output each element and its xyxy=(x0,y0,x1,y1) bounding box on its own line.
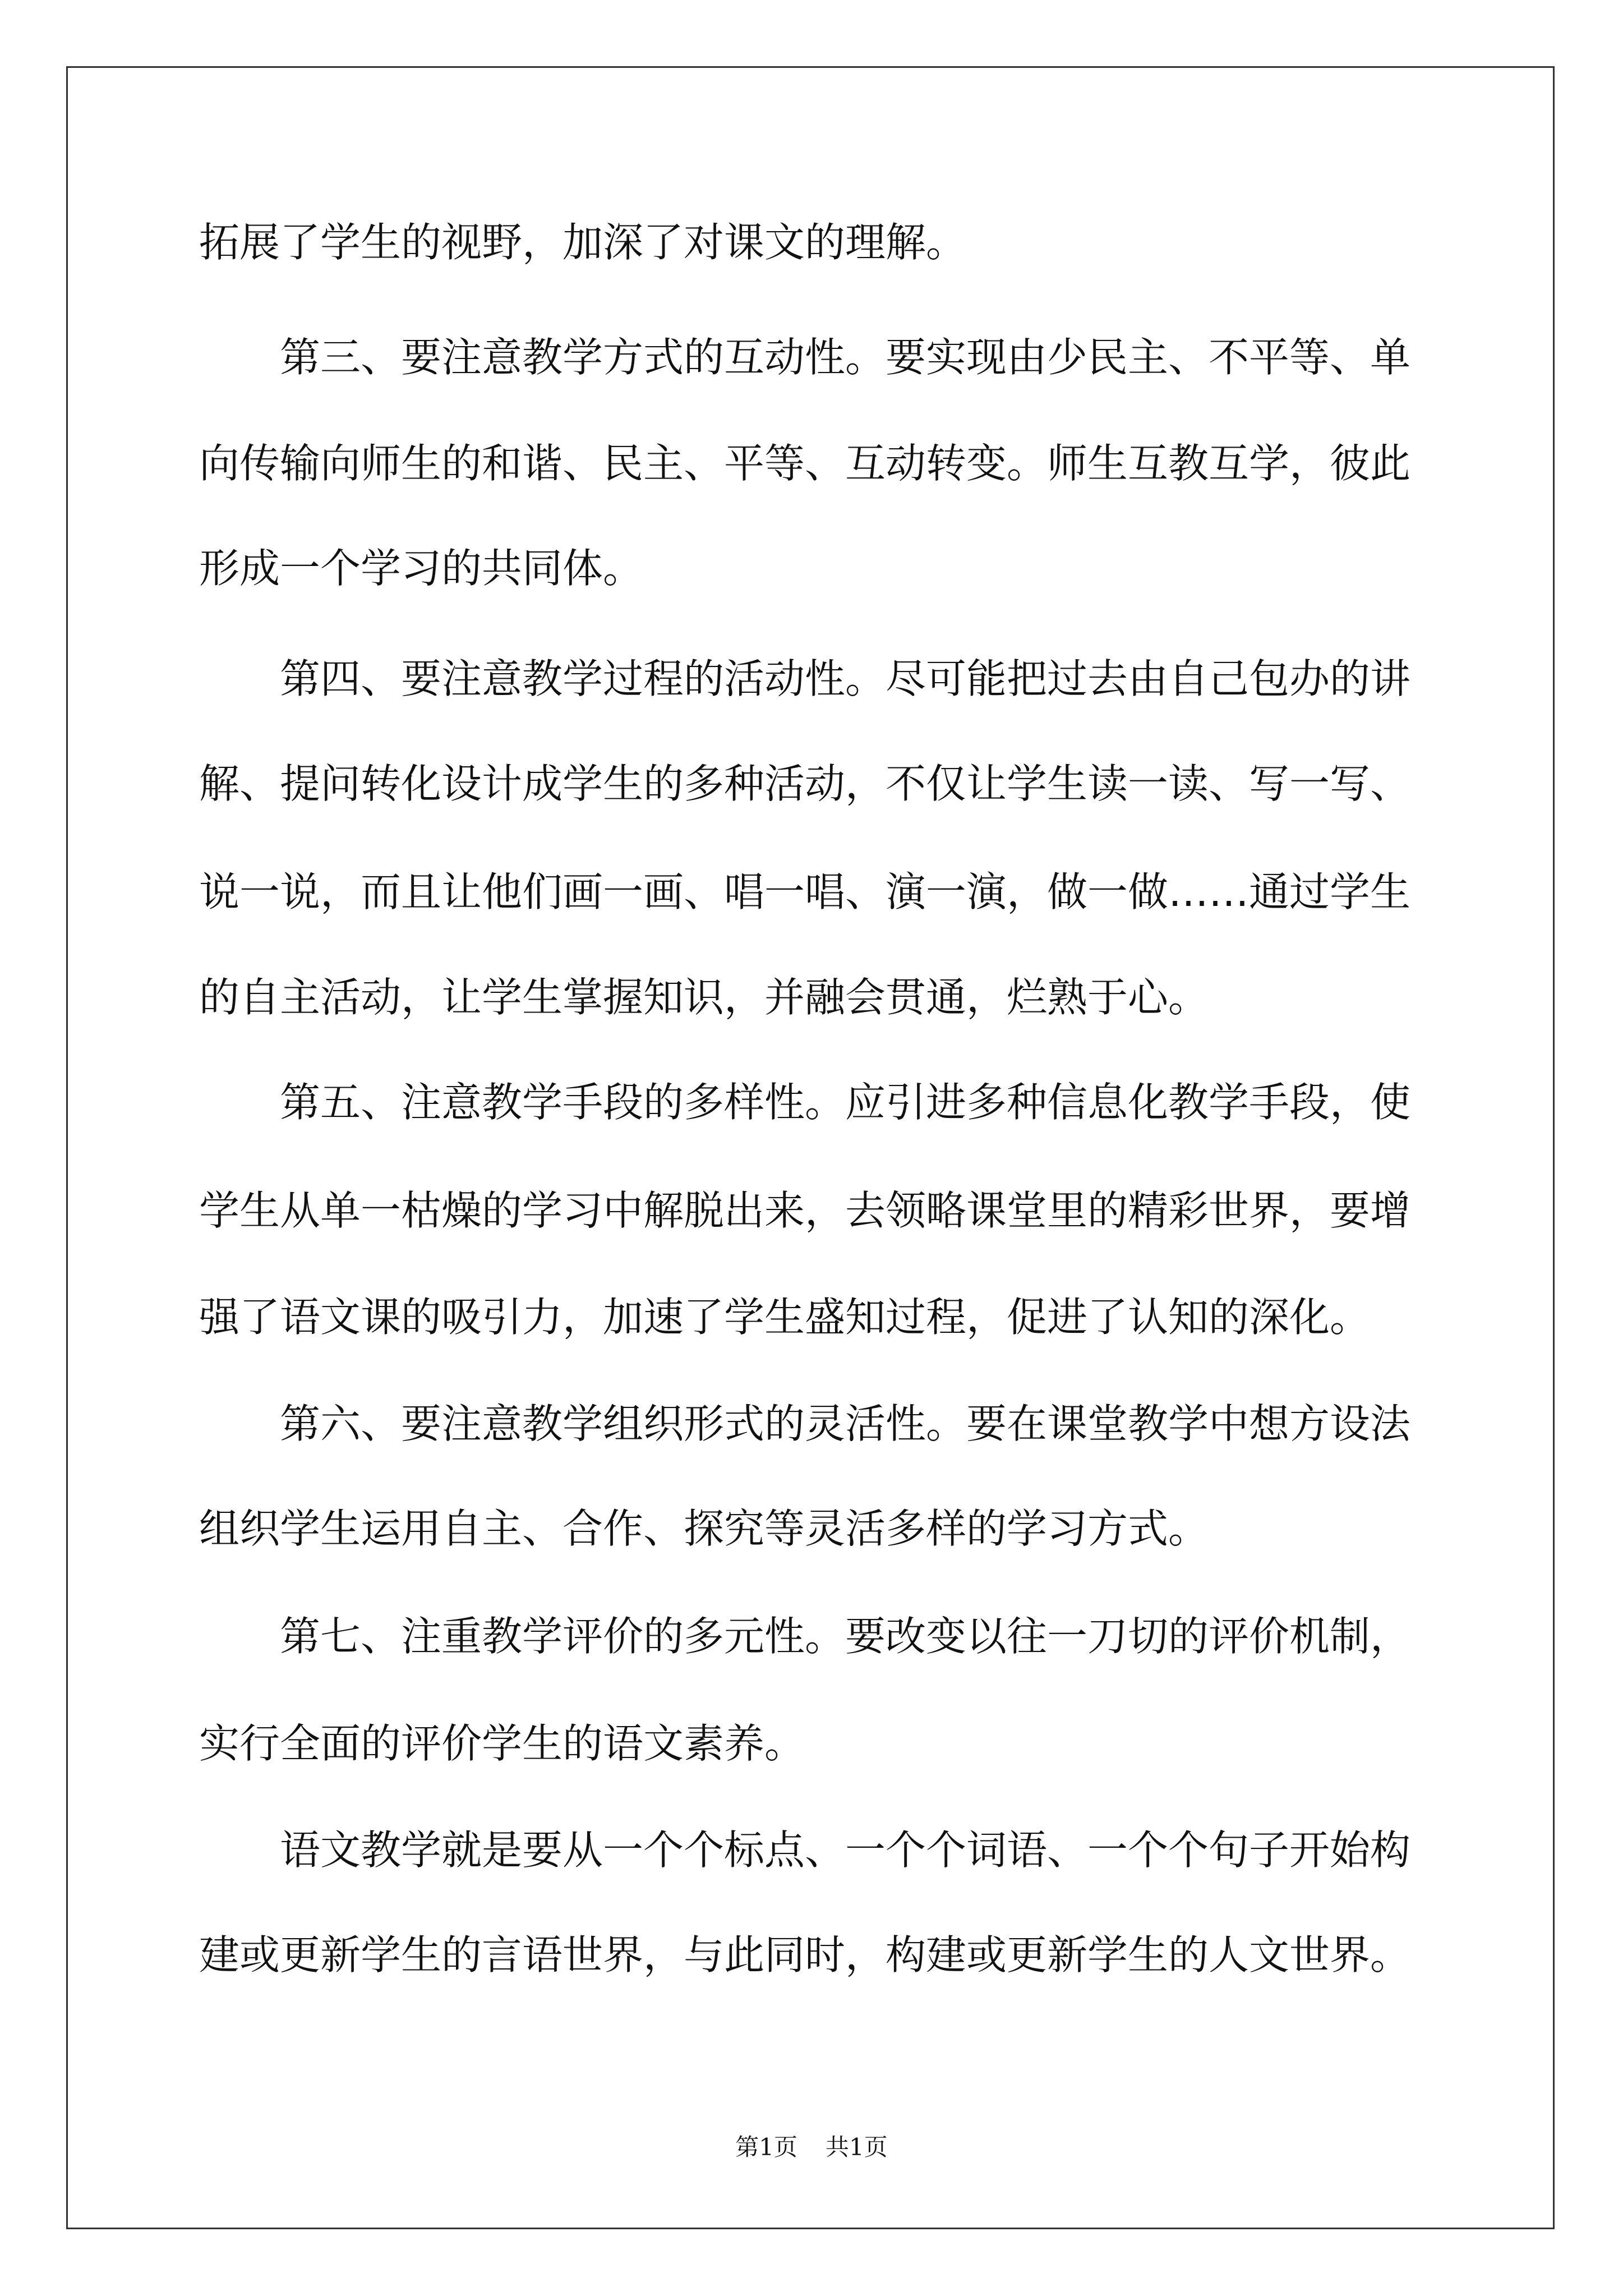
page-number: 第1页 xyxy=(735,2133,797,2161)
text-line: 第七、注重教学评价的多元性。要改变以往一刀切的评价机制， xyxy=(199,1613,1411,1660)
page-border xyxy=(66,66,1555,2229)
text-line: 形成一个学习的共同体。 xyxy=(199,545,644,592)
text-line: 实行全面的评价学生的语文素养。 xyxy=(199,1720,805,1767)
text-line: 的自主活动，让学生掌握知识，并融会贯通，烂熟于心。 xyxy=(199,974,1209,1021)
text-line: 解、提问转化设计成学生的多种活动，不仅让学生读一读、写一写、 xyxy=(199,760,1411,807)
text-line: 说一说，而且让他们画一画、唱一唱、演一演，做一做……通过学生 xyxy=(199,868,1411,915)
text-line: 第四、要注意教学过程的活动性。尽可能把过去由自己包办的讲 xyxy=(199,655,1411,702)
text-line: 学生从单一枯燥的学习中解脱出来，去领略课堂里的精彩世界，要增 xyxy=(199,1187,1411,1234)
page-footer xyxy=(0,2129,1623,2162)
text-line: 强了语文课的吸引力，加速了学生盛知过程，促进了认知的深化。 xyxy=(199,1294,1371,1341)
text-line: 语文教学就是要从一个个标点、一个个词语、一个个句子开始构 xyxy=(199,1826,1411,1874)
text-line: 组织学生运用自主、合作、探究等灵活多样的学习方式。 xyxy=(199,1505,1209,1552)
text-line: 第六、要注意教学组织形式的灵活性。要在课堂教学中想方设法 xyxy=(199,1400,1411,1447)
text-line: 拓展了学生的视野，加深了对课文的理解。 xyxy=(199,219,967,266)
text-line: 第五、注意教学手段的多样性。应引进多种信息化教学手段，使 xyxy=(199,1079,1411,1126)
text-line: 向传输向师生的和谐、民主、平等、互动转变。师生互教互学，彼此 xyxy=(199,440,1411,487)
page-total: 共1页 xyxy=(826,2133,888,2161)
text-line: 建或更新学生的言语世界，与此同时，构建或更新学生的人文世界。 xyxy=(199,1931,1411,1978)
text-line: 第三、要注意教学方式的互动性。要实现由少民主、不平等、单 xyxy=(199,334,1411,381)
